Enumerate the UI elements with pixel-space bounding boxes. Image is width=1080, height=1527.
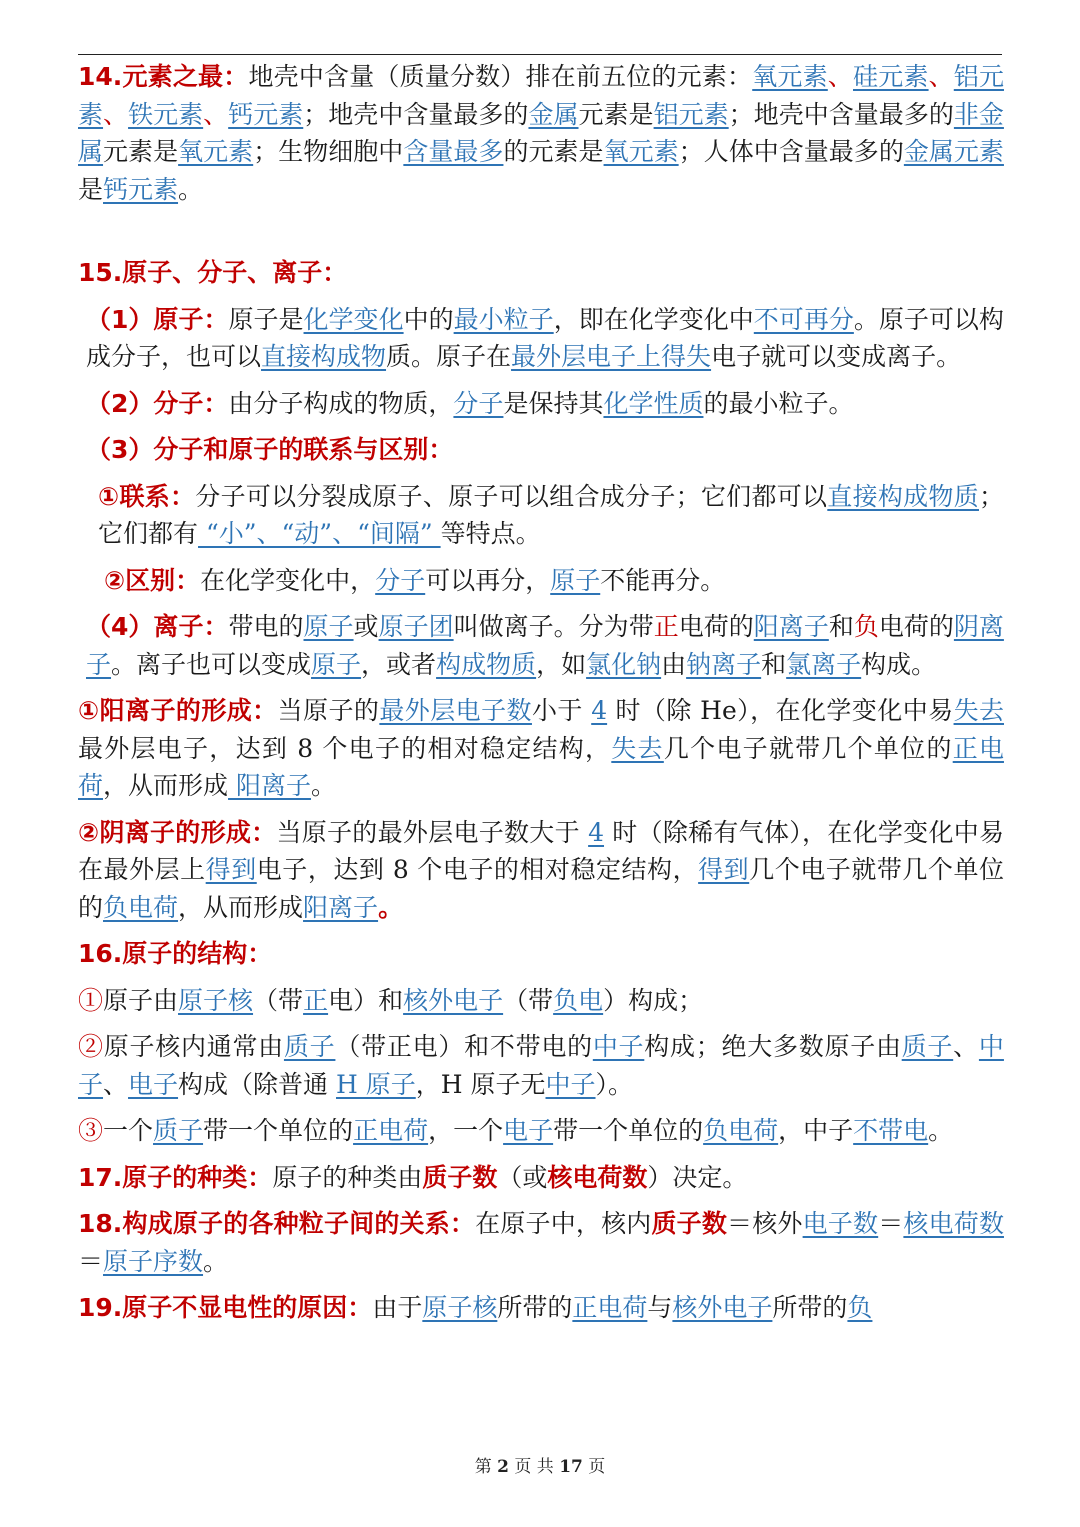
underlined-term: 钙元素 — [228, 99, 304, 129]
underlined-term: 氯化钠 — [586, 649, 662, 679]
heading-text: 14. — [78, 62, 123, 91]
highlight-text: 负 — [853, 612, 879, 641]
paragraph — [78, 431, 1004, 469]
underlined-term: 分子 — [453, 388, 504, 418]
text-run: 原子的种类由 — [272, 1162, 423, 1192]
text-run: 时（除 He），在化学变化中易 — [607, 696, 954, 725]
highlight-text: 、 — [103, 99, 129, 129]
text-run: 电）和 — [328, 985, 404, 1015]
text-run: ）。 — [595, 1069, 634, 1099]
footer-page-number: 2 — [497, 1457, 509, 1477]
underlined-term: 正电荷 — [572, 1293, 648, 1322]
underlined-term: 核电荷数 — [903, 1209, 1004, 1238]
text-run: 带一个单位的 — [553, 1116, 704, 1145]
underlined-term: 质子 — [153, 1116, 204, 1145]
text-run: 等特点。 — [440, 519, 541, 548]
underlined-term: 钙元素 — [103, 174, 179, 204]
text-run: 、 — [103, 1069, 129, 1099]
underlined-term: 不可再分 — [753, 304, 854, 334]
footer-suffix: 页 — [588, 1457, 606, 1477]
heading-text: ①阳离子的形成： — [78, 696, 278, 725]
highlight-text: 质子数 — [422, 1162, 498, 1192]
footer-prefix: 第 — [474, 1457, 492, 1477]
underlined-term: 阳离子 — [228, 771, 311, 800]
underlined-term: 中子 — [592, 1032, 645, 1061]
underlined-term: 得到 — [205, 855, 257, 884]
paragraph — [78, 1159, 1004, 1197]
text-run: 由于 — [372, 1293, 423, 1322]
underlined-term: 负 — [847, 1293, 873, 1322]
footer-middle: 页 共 — [514, 1457, 554, 1477]
text-run: 在原子中，核内 — [475, 1209, 652, 1238]
text-run: 不能再分。 — [600, 565, 726, 595]
text-run: ；地壳中含量最多的 — [303, 99, 529, 129]
underlined-term: 原子核 — [178, 985, 254, 1015]
page-footer — [0, 1452, 1080, 1477]
underlined-term: 得到 — [698, 855, 750, 884]
heading-text: 18. — [78, 1209, 123, 1238]
text-run: 由 — [661, 649, 687, 679]
underlined-term: 电子 — [503, 1116, 554, 1145]
paragraph — [78, 301, 1004, 376]
underlined-term: 正电荷 — [78, 733, 1004, 800]
paragraph — [78, 1028, 1004, 1103]
highlight-text: 质子数 — [651, 1209, 728, 1238]
heading-text: ②区别： — [104, 565, 201, 595]
underlined-term: 化学性质 — [603, 388, 704, 418]
text-run: ，H 原子无 — [415, 1069, 546, 1099]
text-run: 原子核内通常由 — [103, 1032, 284, 1061]
underlined-term: 钠离子 — [686, 649, 762, 679]
text-run: 可以再分， — [425, 565, 551, 595]
highlight-text: 核电荷数 — [547, 1162, 648, 1192]
text-run: ，如 — [536, 649, 587, 679]
underlined-term: 负电 — [553, 985, 604, 1015]
text-run: 构成；绝大多数原子由 — [644, 1032, 902, 1061]
underlined-term: 正电荷 — [353, 1116, 429, 1145]
text-run: 所带的 — [772, 1293, 848, 1322]
text-run: 元素是 — [578, 99, 654, 129]
underlined-term: 中子 — [78, 1032, 1004, 1099]
text-run: 当原子的 — [277, 696, 380, 725]
underlined-term: 铁元素 — [128, 99, 204, 129]
highlight-text: 。 — [378, 892, 404, 922]
text-run: 带电的 — [228, 612, 304, 641]
text-run: 元素是 — [103, 137, 179, 166]
text-run: ；它们都有 — [98, 481, 1004, 548]
underlined-term: 原子序数 — [103, 1246, 204, 1276]
text-run: 构成（除普通 — [178, 1069, 336, 1099]
underlined-term: 负电荷 — [103, 892, 179, 922]
paragraph — [78, 1205, 1004, 1280]
paragraph — [78, 814, 1004, 927]
paragraph — [78, 58, 1004, 208]
heading-text: 原子、分子、离子： — [122, 258, 348, 287]
paragraph — [78, 692, 1004, 805]
highlight-text: 、 — [928, 62, 954, 91]
text-run: 。 — [928, 1116, 954, 1145]
text-run: 。 — [203, 1246, 229, 1276]
underlined-term: 原子 — [303, 612, 354, 641]
highlight-text: 、 — [827, 62, 853, 91]
text-run: 当原子的最外层电子数大于 — [276, 817, 589, 847]
text-run: ，一个 — [428, 1116, 504, 1145]
text-run: 、 — [953, 1032, 979, 1061]
text-run: （带 — [503, 985, 554, 1015]
text-run: ＝ — [878, 1209, 904, 1238]
heading-text: （3）分子和原子的联系与区别： — [86, 435, 454, 464]
text-run: 电子就可以变成离子。 — [711, 342, 962, 371]
text-run: 电子，达到 8 个电子的相对稳定结构， — [256, 855, 699, 884]
underlined-term: 直接构成物质 — [827, 481, 979, 511]
heading-text: 15. — [78, 258, 123, 287]
underlined-term: H 原子 — [336, 1069, 416, 1099]
underlined-term: 电子数 — [802, 1209, 879, 1238]
underlined-term: 不带电 — [853, 1116, 929, 1145]
text-run: 一个 — [103, 1116, 154, 1145]
text-run: ，从而形成 — [103, 771, 229, 800]
heading-text: 19. — [78, 1293, 123, 1322]
heading-text: 原子不显电性的原因： — [122, 1293, 373, 1322]
text-run: 中的 — [403, 304, 454, 334]
heading-text: 16. — [78, 939, 123, 968]
footer-total-pages: 17 — [559, 1457, 583, 1477]
underlined-term: 铝元素 — [78, 62, 1004, 129]
underlined-term: 氯离子 — [786, 649, 862, 679]
heading-text: ②阴离子的形成： — [78, 817, 277, 847]
paragraph — [78, 608, 1004, 683]
text-run: 最外层电子，达到 8 个电子的相对稳定结构， — [78, 733, 612, 763]
underlined-term: “小”、“动”、“间隔” — [198, 519, 441, 548]
heading-text: 构成原子的各种粒子间的关系： — [122, 1209, 476, 1238]
paragraph — [78, 254, 1004, 292]
underlined-term: 氧元素 — [752, 62, 828, 91]
underlined-term: 中子 — [545, 1069, 596, 1099]
paragraph — [78, 935, 1004, 973]
underlined-term: 原子团 — [378, 612, 454, 641]
underlined-term: 质子 — [283, 1032, 336, 1061]
underlined-term: 阳离子 — [303, 892, 379, 922]
text-run: 。 — [310, 771, 336, 800]
underlined-term: 失去 — [611, 733, 664, 763]
text-run: 地壳中含量（质量分数）排在前五位的元素： — [248, 62, 753, 91]
underlined-term: 金属 — [528, 99, 579, 129]
text-run: 带一个单位的 — [203, 1116, 354, 1145]
underlined-term: 含量最多 — [403, 137, 504, 166]
text-run: 。离子也可以变成 — [111, 649, 312, 679]
highlight-text: ② — [78, 1032, 104, 1061]
text-run: 。 — [178, 174, 204, 204]
text-run: 原子由 — [103, 985, 179, 1015]
heading-text: （1）原子： — [86, 304, 229, 334]
underlined-term: 负电荷 — [703, 1116, 779, 1145]
underlined-term: 核外电子 — [403, 985, 504, 1015]
underlined-term: 4 — [588, 817, 605, 847]
highlight-text: 正 — [653, 612, 679, 641]
underlined-term: 质子 — [901, 1032, 954, 1061]
text-run: 和 — [828, 612, 854, 641]
underlined-term: 阴离子 — [86, 612, 1004, 679]
underlined-term: 原子核 — [422, 1293, 498, 1322]
underlined-term: 阳离子 — [753, 612, 829, 641]
text-run: 和 — [761, 649, 787, 679]
content-body — [78, 58, 1004, 1336]
highlight-text: ① — [78, 985, 104, 1015]
text-run: 几个电子就带几个单位的 — [663, 733, 953, 763]
heading-text: ①联系： — [98, 481, 196, 511]
underlined-term: 电子 — [128, 1069, 179, 1099]
text-run: ＝ — [78, 1246, 104, 1276]
text-run: 电荷的 — [678, 612, 754, 641]
text-run: 分子可以分裂成原子、原子可以组合成分子；它们都可以 — [195, 481, 828, 511]
heading-text: 原子的结构： — [122, 939, 273, 968]
text-run: （或 — [497, 1162, 548, 1192]
text-run: ）决定。 — [647, 1162, 748, 1192]
underlined-term: 氧元素 — [603, 137, 679, 166]
text-run: 是保持其 — [503, 388, 604, 418]
text-run: 小于 — [531, 696, 592, 725]
heading-text: （4）离子： — [86, 612, 229, 641]
text-run: 由分子构成的物质， — [228, 388, 454, 418]
text-run: ＝核外 — [727, 1209, 803, 1238]
text-run: 几个电子就带几个单位的 — [78, 855, 1004, 922]
heading-text: （2）分子： — [86, 388, 229, 418]
text-run: 所带的 — [497, 1293, 573, 1322]
text-run: ；地壳中含量最多的 — [728, 99, 954, 129]
paragraph — [78, 1112, 1004, 1150]
text-run: （带 — [253, 985, 304, 1015]
paragraph — [78, 562, 1004, 600]
underlined-term: 直接构成物 — [261, 342, 387, 371]
highlight-text: 、 — [203, 99, 229, 129]
text-run: 原子是 — [228, 304, 304, 334]
heading-text: 17. — [78, 1162, 123, 1192]
underlined-term: 原子 — [550, 565, 601, 595]
underlined-term: 原子 — [311, 649, 362, 679]
paragraph — [78, 982, 1004, 1020]
underlined-term: 最小粒子 — [453, 304, 554, 334]
text-run: 构成。 — [861, 649, 937, 679]
heading-text: 原子的种类： — [122, 1162, 273, 1192]
text-run: 电荷的 — [878, 612, 954, 641]
header-rule — [78, 54, 1002, 55]
underlined-term: 非金属 — [78, 99, 1004, 166]
underlined-term: 核外电子 — [672, 1293, 773, 1322]
paragraph — [78, 478, 1004, 553]
heading-text: 元素之最： — [122, 62, 249, 91]
text-run: （带正电）和不带电的 — [335, 1032, 593, 1061]
text-run: 是 — [78, 174, 104, 204]
underlined-term: 正 — [303, 985, 329, 1015]
underlined-term: 最外层电子数 — [379, 696, 532, 725]
text-run: ，中子 — [778, 1116, 854, 1145]
text-run: ）构成； — [603, 985, 704, 1015]
underlined-term: 铝元素 — [653, 99, 729, 129]
text-run: ，即在化学变化中 — [553, 304, 754, 334]
text-run: ；生物细胞中 — [253, 137, 404, 166]
text-run: 。原子可以构成分子，也可以 — [86, 304, 1004, 371]
underlined-term: 4 — [591, 696, 608, 725]
underlined-term: 失去 — [953, 696, 1004, 725]
text-run: 的元素是 — [503, 137, 604, 166]
text-run: 或 — [353, 612, 379, 641]
text-run: 叫做离子。分为带 — [453, 612, 654, 641]
underlined-term: 化学变化 — [303, 304, 404, 334]
underlined-term: 最外层电子上得失 — [511, 342, 712, 371]
text-run: ；人体中含量最多的 — [678, 137, 904, 166]
text-run: ，从而形成 — [178, 892, 304, 922]
underlined-term: 硅元素 — [853, 62, 929, 91]
text-run: 与 — [647, 1293, 673, 1322]
highlight-text: ③ — [78, 1116, 104, 1145]
text-run: 的最小粒子。 — [703, 388, 854, 418]
underlined-term: 金属元素 — [903, 137, 1004, 166]
text-run: ，或者 — [361, 649, 437, 679]
paragraph — [78, 1289, 1004, 1327]
text-run: 时（除稀有气体），在化学变化中易在最外层上 — [78, 817, 1005, 884]
text-run: 质。原子在 — [386, 342, 512, 371]
underlined-term: 构成物质 — [436, 649, 537, 679]
text-run: 在化学变化中， — [200, 565, 376, 595]
underlined-term: 分子 — [375, 565, 426, 595]
paragraph — [78, 385, 1004, 423]
underlined-term: 氧元素 — [178, 137, 254, 166]
